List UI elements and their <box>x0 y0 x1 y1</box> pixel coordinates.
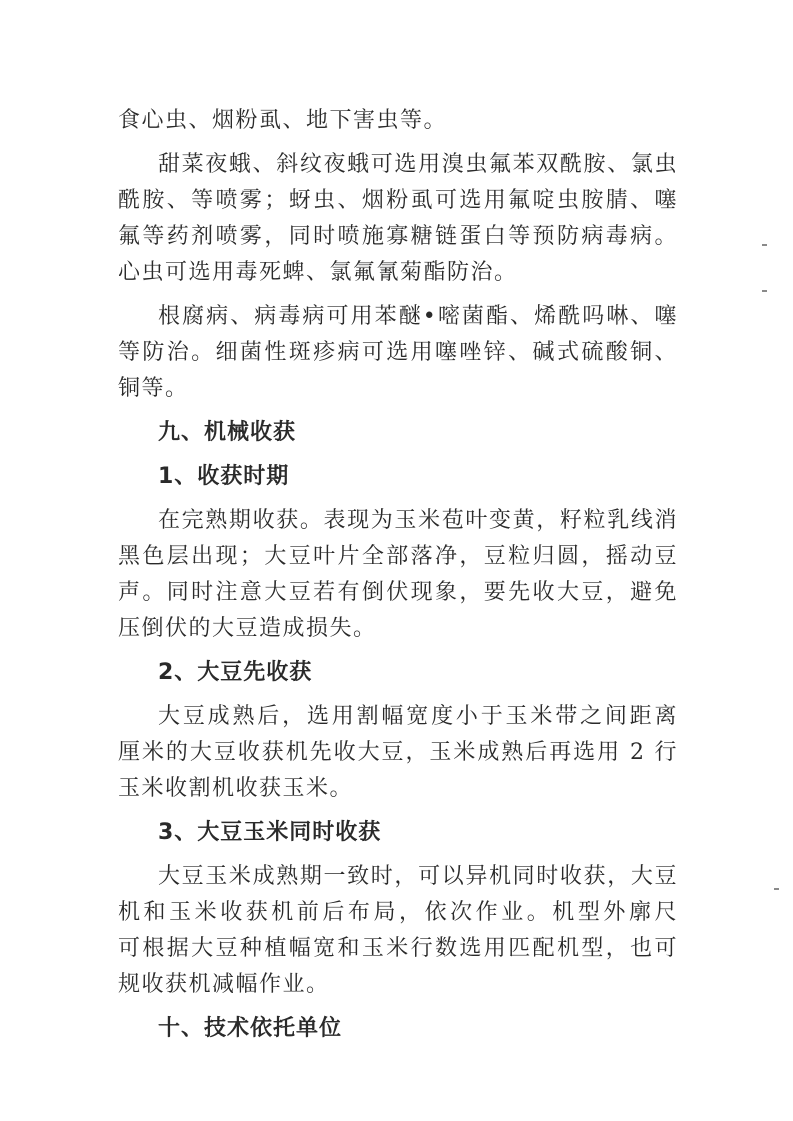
text-line: 可根据大豆种植幅宽和玉米行数选用匹配机型，也可 <box>118 936 678 961</box>
paragraph <box>118 859 678 1003</box>
text-line: 氟等药剂喷雾，同时喷施寡糖链蛋白等预防病毒病。 <box>118 224 678 249</box>
text-line: 甜菜夜蛾、斜纹夜蛾可选用溴虫氟苯双酰胺、氯虫 <box>158 152 678 177</box>
text-line: 2、大豆先收获 <box>158 660 313 685</box>
text-line: 心虫可选用毒死蜱、氯氟氰菊酯防治。 <box>118 260 518 285</box>
scan-mark <box>774 888 779 890</box>
section-heading <box>118 415 678 451</box>
section-heading <box>118 459 678 495</box>
text-line: 大豆玉米成熟期一致时，可以异机同时收获，大豆 <box>158 864 678 889</box>
paragraph <box>118 103 678 139</box>
text-line: 机和玉米收获机前后布局，依次作业。机型外廓尺 <box>118 900 678 925</box>
text-line: 1、收获时期 <box>158 464 290 489</box>
section-heading <box>118 655 678 691</box>
text-line: 十、技术依托单位 <box>158 1016 343 1041</box>
text-line: 在完熟期收获。表现为玉米苞叶变黄，籽粒乳线消 <box>158 508 678 533</box>
section-heading <box>118 815 678 851</box>
text-line: 等防治。细菌性斑疹病可选用噻唑锌、碱式硫酸铜、 <box>118 340 678 365</box>
section-heading <box>118 1011 678 1047</box>
text-line: 压倒伏的大豆造成损失。 <box>118 616 377 641</box>
text-line: 食心虫、烟粉虱、地下害虫等。 <box>118 108 448 133</box>
text-line: 厘米的大豆收获机先收大豆，玉米成熟后再选用 2 行 <box>118 740 678 765</box>
text-line: 九、机械收获 <box>158 420 297 445</box>
text-line: 酰胺、等喷雾；蚜虫、烟粉虱可选用氟啶虫胺腈、噻 <box>118 188 678 213</box>
text-line: 玉米收割机收获玉米。 <box>118 776 354 801</box>
text-line: 根腐病、病毒病可用苯醚•嘧菌酯、烯酰吗啉、噻 <box>158 304 678 329</box>
text-line: 铜等。 <box>118 376 189 401</box>
text-line: 大豆成熟后，选用割幅宽度小于玉米带之间距离 <box>158 704 678 729</box>
text-line: 规收获机减幅作业。 <box>118 972 330 997</box>
paragraph <box>118 503 678 647</box>
paragraph <box>118 699 678 807</box>
text-line: 黑色层出现；大豆叶片全部落净，豆粒归圆，摇动豆 <box>118 544 678 569</box>
paragraph <box>118 299 678 407</box>
text-line: 3、大豆玉米同时收获 <box>158 820 382 845</box>
text-line: 声。同时注意大豆若有倒伏现象，要先收大豆，避免 <box>118 580 678 605</box>
paragraph <box>118 147 678 291</box>
scan-mark <box>762 244 767 246</box>
document-body <box>118 103 678 1047</box>
scan-mark <box>762 290 767 292</box>
